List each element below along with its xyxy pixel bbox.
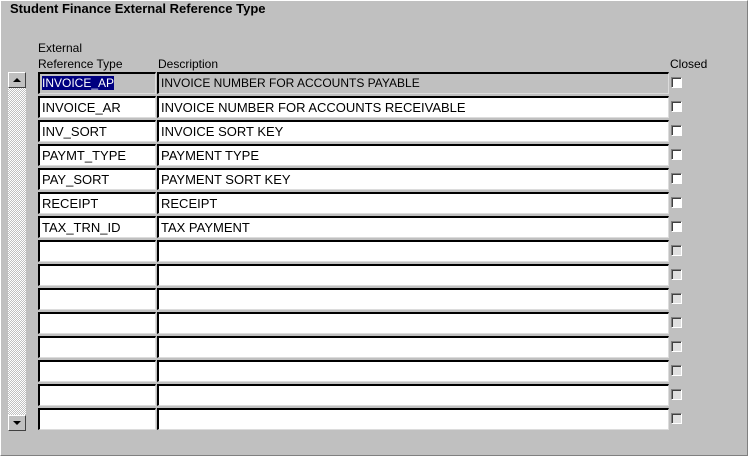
closed-checkbox[interactable] <box>671 245 682 256</box>
description-field[interactable] <box>157 168 669 190</box>
description-value: INVOICE NUMBER FOR ACCOUNTS PAYABLE <box>161 76 420 90</box>
table-row <box>38 192 688 214</box>
description-field[interactable] <box>157 216 669 238</box>
ref-type-value: TAX_TRN_ID <box>42 220 121 235</box>
ref-type-value: PAYMT_TYPE <box>42 148 127 163</box>
table-row <box>38 72 688 94</box>
description-field[interactable] <box>157 288 669 310</box>
table-row <box>38 264 688 286</box>
ref-type-value: INV_SORT <box>42 124 107 139</box>
description-value: INVOICE SORT KEY <box>161 124 284 139</box>
ref-type-header-line2: Reference Type <box>38 57 123 71</box>
closed-checkbox[interactable] <box>671 221 682 232</box>
description-field[interactable] <box>157 360 669 382</box>
ref-type-field[interactable] <box>38 240 156 262</box>
ref-type-field[interactable] <box>38 264 156 286</box>
description-field[interactable] <box>157 264 669 286</box>
ref-type-field[interactable] <box>38 288 156 310</box>
description-field[interactable] <box>157 192 669 214</box>
ref-type-field[interactable] <box>38 96 156 118</box>
ref-type-field[interactable] <box>38 216 156 238</box>
description-field[interactable] <box>157 120 669 142</box>
description-field[interactable] <box>157 72 669 94</box>
ref-type-value: PAY_SORT <box>42 172 110 187</box>
table-row <box>38 360 688 382</box>
description-field[interactable] <box>157 408 669 430</box>
table-row <box>38 312 688 334</box>
ref-type-field[interactable] <box>38 408 156 430</box>
closed-checkbox[interactable] <box>671 389 682 400</box>
window-title: Student Finance External Reference Type <box>10 1 266 16</box>
description-value: INVOICE NUMBER FOR ACCOUNTS RECEIVABLE <box>161 100 466 115</box>
description-field[interactable] <box>157 240 669 262</box>
table-row <box>38 216 688 238</box>
scrollbar-track[interactable] <box>8 72 26 431</box>
closed-checkbox[interactable] <box>671 173 682 184</box>
closed-checkbox[interactable] <box>671 149 682 160</box>
ref-type-value: INVOICE_AR <box>42 100 121 115</box>
ref-type-field[interactable] <box>38 168 156 190</box>
closed-checkbox[interactable] <box>671 413 682 424</box>
table-row <box>38 408 688 430</box>
closed-header: Closed <box>670 57 708 71</box>
ref-type-field[interactable] <box>38 144 156 166</box>
description-field[interactable] <box>157 144 669 166</box>
scroll-up-button[interactable] <box>8 72 26 88</box>
ref-type-field[interactable] <box>38 192 156 214</box>
closed-checkbox[interactable] <box>671 317 682 328</box>
description-value: PAYMENT TYPE <box>161 148 260 163</box>
closed-checkbox[interactable] <box>671 197 682 208</box>
arrow-up-icon <box>13 78 21 82</box>
description-header: Description <box>158 57 219 71</box>
ref-type-field[interactable] <box>38 120 156 142</box>
table-row <box>38 96 688 118</box>
closed-checkbox[interactable] <box>671 293 682 304</box>
closed-checkbox[interactable] <box>671 77 682 88</box>
table-row <box>38 336 688 358</box>
ref-type-field[interactable] <box>38 336 156 358</box>
ref-type-field[interactable] <box>38 384 156 406</box>
arrow-down-icon <box>13 421 21 425</box>
closed-checkbox[interactable] <box>671 341 682 352</box>
description-value: TAX PAYMENT <box>161 220 250 235</box>
vertical-scrollbar[interactable] <box>8 72 26 431</box>
closed-checkbox[interactable] <box>671 269 682 280</box>
closed-checkbox[interactable] <box>671 101 682 112</box>
table-row <box>38 120 688 142</box>
description-field[interactable] <box>157 96 669 118</box>
closed-checkbox[interactable] <box>671 365 682 376</box>
ref-type-value: INVOICE_AP <box>42 76 115 90</box>
table-row <box>38 144 688 166</box>
description-field[interactable] <box>157 312 669 334</box>
ref-type-value: RECEIPT <box>42 196 99 211</box>
ref-type-field[interactable] <box>38 360 156 382</box>
ref-type-header-line1: External <box>38 41 83 55</box>
table-row <box>38 168 688 190</box>
closed-checkbox[interactable] <box>671 125 682 136</box>
table-row <box>38 240 688 262</box>
table-row <box>38 288 688 310</box>
ref-type-field[interactable] <box>38 72 156 94</box>
ref-type-field[interactable] <box>38 312 156 334</box>
description-field[interactable] <box>157 384 669 406</box>
scroll-down-button[interactable] <box>8 415 26 431</box>
description-field[interactable] <box>157 336 669 358</box>
table-row <box>38 384 688 406</box>
description-value: PAYMENT SORT KEY <box>161 172 291 187</box>
description-value: RECEIPT <box>161 196 218 211</box>
